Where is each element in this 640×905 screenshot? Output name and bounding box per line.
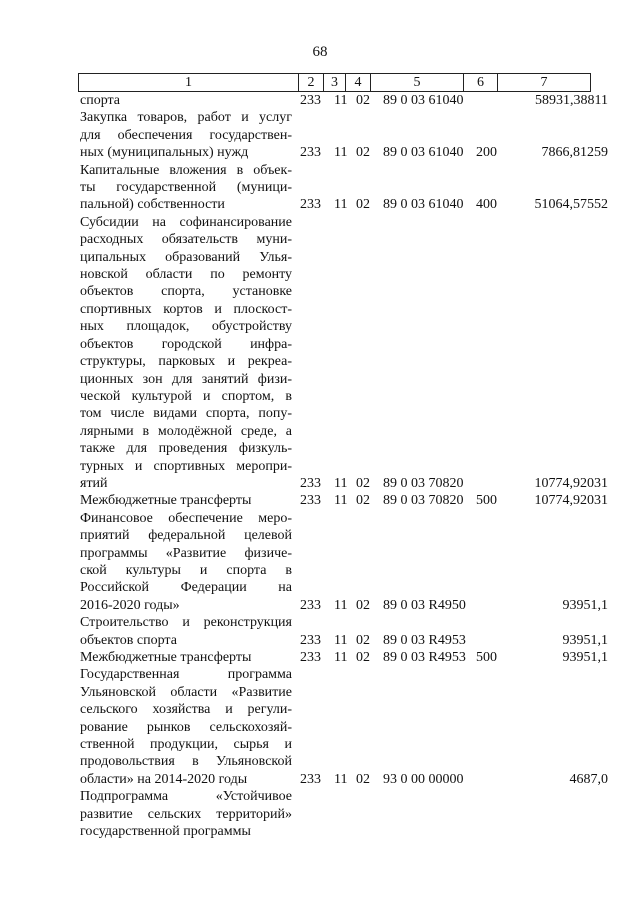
- description-line: Капитальные вложения в объек-: [80, 162, 292, 178]
- description-line: объектов спорта, установке: [80, 284, 292, 300]
- section-code: 11: [334, 597, 348, 613]
- description-line: сельского хозяйства и регули-: [80, 702, 292, 718]
- description-line: ятий: [80, 475, 108, 491]
- description-line: рование рынков сельскохозяй-: [80, 719, 292, 735]
- amount-value: 10774,92031: [534, 493, 608, 509]
- description-line: Ульяновской области «Развитие: [80, 684, 292, 700]
- description-line: ципальных образований Улья-: [80, 249, 292, 265]
- description-line: ческой культурой и спортом, в: [80, 388, 292, 404]
- row-description: [80, 214, 292, 493]
- header-col-6: 6: [464, 74, 498, 92]
- expense-kind-code: 200: [476, 145, 497, 161]
- amount-value: 58931,38811: [535, 93, 608, 108]
- row-description: [80, 162, 292, 214]
- expense-kind-code: 500: [476, 493, 497, 509]
- target-article-code: 89 0 03 61040: [383, 93, 464, 108]
- row-description: [80, 666, 292, 788]
- admin-code: 233: [300, 493, 321, 509]
- description-line: 2016-2020 годы»: [80, 597, 180, 613]
- description-line: спорта: [80, 93, 121, 108]
- description-line: ционных зон для занятий физи-: [80, 371, 292, 387]
- section-code: 11: [334, 650, 348, 665]
- header-col-1: 1: [79, 74, 299, 92]
- admin-code: 233: [300, 632, 321, 648]
- header-col-2: 2: [299, 74, 324, 92]
- table-row: [0, 162, 640, 214]
- target-article-code: 89 0 03 R4953: [383, 632, 466, 648]
- target-article-code: 89 0 03 61040: [383, 145, 464, 161]
- table-row: [0, 649, 640, 666]
- admin-code: 233: [300, 475, 321, 491]
- description-line: структуры, парковых и рекреа-: [80, 354, 292, 370]
- section-code: 11: [334, 475, 348, 491]
- description-line: ты государственной (муници-: [80, 180, 292, 196]
- admin-code: 233: [300, 197, 321, 213]
- subsection-code: 02: [356, 632, 370, 648]
- description-line: программы «Развитие физиче-: [80, 545, 292, 561]
- target-article-code: 89 0 03 R4950: [383, 597, 466, 613]
- row-description: [80, 92, 292, 109]
- table-row: [0, 92, 640, 109]
- description-line: объектов городской инфра-: [80, 336, 292, 352]
- table-row: [0, 492, 640, 509]
- page-number: 68: [312, 44, 328, 60]
- table-row: [0, 510, 640, 614]
- column-header-row: [79, 74, 591, 92]
- description-line: Межбюджетные трансферты: [80, 650, 252, 665]
- header-col-7: 7: [498, 74, 591, 92]
- amount-value: 51064,57552: [534, 197, 608, 213]
- description-line: Субсидии на софинансирование: [80, 214, 292, 230]
- admin-code: 233: [300, 597, 321, 613]
- amount-value: 7866,81259: [541, 145, 608, 161]
- section-code: 11: [334, 493, 348, 509]
- description-line: пальной) собственности: [80, 197, 225, 213]
- header-col-3: 3: [324, 74, 346, 92]
- subsection-code: 02: [356, 771, 370, 787]
- subsection-code: 02: [356, 93, 370, 108]
- admin-code: 233: [300, 93, 321, 108]
- table-row: [0, 666, 640, 788]
- target-article-code: 93 0 00 00000: [383, 771, 464, 787]
- table-row: [0, 109, 640, 161]
- description-line: Подпрограмма «Устойчивое: [80, 789, 292, 805]
- table-row: [0, 614, 640, 649]
- description-line: также для проведения физкуль-: [80, 441, 292, 457]
- expense-kind-code: 500: [476, 650, 497, 665]
- description-line: том числе видами спорта, попу-: [80, 406, 292, 422]
- description-line: для обеспечения государствен-: [80, 127, 292, 143]
- section-code: 11: [334, 93, 348, 108]
- row-description: [80, 614, 292, 649]
- description-line: государственной программы: [80, 824, 251, 840]
- subsection-code: 02: [356, 475, 370, 491]
- row-description: [80, 492, 292, 509]
- budget-rows: [0, 92, 640, 840]
- description-line: Строительство и реконструкция: [80, 615, 292, 631]
- amount-value: 93951,1: [562, 632, 608, 648]
- subsection-code: 02: [356, 493, 370, 509]
- description-line: ных площадок, обустройству: [80, 319, 292, 335]
- subsection-code: 02: [356, 650, 370, 665]
- description-line: объектов спорта: [80, 632, 177, 648]
- table-row: [0, 788, 640, 840]
- description-line: Межбюджетные трансферты: [80, 493, 252, 509]
- row-description: [80, 788, 292, 840]
- amount-value: 4687,0: [569, 771, 608, 787]
- subsection-code: 02: [356, 597, 370, 613]
- admin-code: 233: [300, 650, 321, 665]
- section-code: 11: [334, 771, 348, 787]
- amount-value: 10774,92031: [534, 475, 608, 491]
- description-line: лярными в молодёжной среде, а: [80, 423, 292, 439]
- header-col-5: 5: [371, 74, 464, 92]
- description-line: ской культуры и спорта в: [80, 562, 292, 578]
- row-description: [80, 109, 292, 161]
- header-col-4: 4: [346, 74, 371, 92]
- column-header-table: [78, 73, 591, 92]
- admin-code: 233: [300, 145, 321, 161]
- expense-kind-code: 400: [476, 197, 497, 213]
- description-line: расходных обязательств муни-: [80, 232, 292, 248]
- amount-value: 93951,1: [562, 597, 608, 613]
- description-line: Российской Федерации на: [80, 580, 292, 596]
- row-description: [80, 510, 292, 614]
- target-article-code: 89 0 03 70820: [383, 493, 464, 509]
- description-line: турных и спортивных меропри-: [80, 458, 292, 474]
- section-code: 11: [334, 197, 348, 213]
- amount-value: 93951,1: [562, 650, 608, 665]
- description-line: области» на 2014-2020 годы: [80, 771, 248, 787]
- description-line: продовольствия в Ульяновской: [80, 754, 292, 770]
- table-row: [0, 214, 640, 493]
- target-article-code: 89 0 03 61040: [383, 197, 464, 213]
- description-line: приятий федеральной целевой: [80, 528, 292, 544]
- description-line: новской области по ремонту: [80, 267, 292, 283]
- section-code: 11: [334, 145, 348, 161]
- description-line: Закупка товаров, работ и услуг: [80, 110, 292, 126]
- description-line: ственной продукции, сырья и: [80, 737, 292, 753]
- description-line: Государственная программа: [80, 667, 292, 683]
- description-line: Финансовое обеспечение меро-: [80, 510, 292, 526]
- target-article-code: 89 0 03 70820: [383, 475, 464, 491]
- target-article-code: 89 0 03 R4953: [383, 650, 466, 665]
- subsection-code: 02: [356, 145, 370, 161]
- description-line: ных (муниципальных) нужд: [80, 145, 249, 161]
- subsection-code: 02: [356, 197, 370, 213]
- description-line: развитие сельских территорий»: [80, 806, 292, 822]
- row-description: [80, 649, 292, 666]
- section-code: 11: [334, 632, 348, 648]
- description-line: спортивных кортов и плоскост-: [80, 301, 292, 317]
- admin-code: 233: [300, 771, 321, 787]
